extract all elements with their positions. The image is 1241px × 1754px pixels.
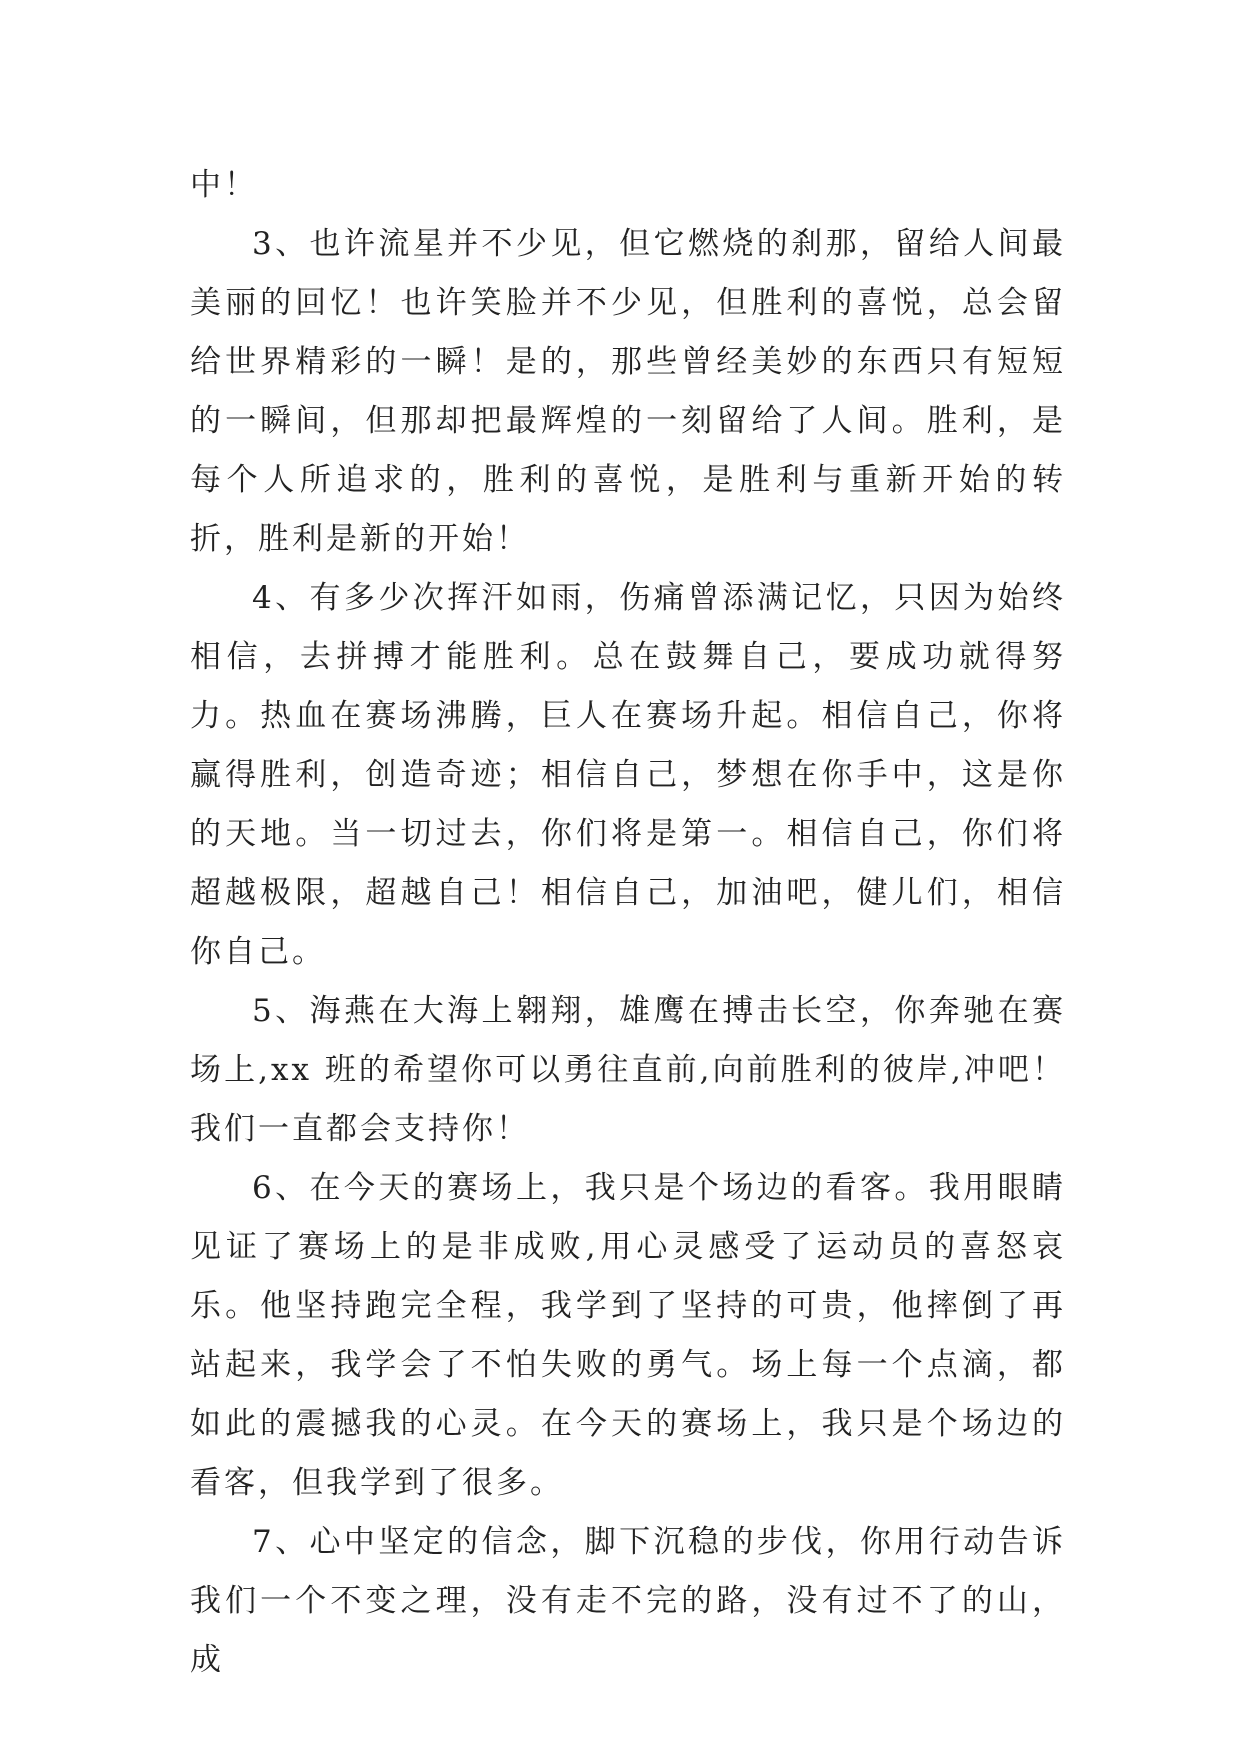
paragraph-item-4: 4、有多少次挥汗如雨，伤痛曾添满记忆，只因为始终相信，去拼搏才能胜利。总在鼓舞自己，要成功就得努力。热血在赛场沸腾，巨人在赛场升起。相信自己，你将赢得胜利，创造奇迹；相信自己，梦想在你手中，这是你的天地。当一切过去，你们将是第一。相信自己，你们将超越极限，超越自己！相信自己，加油吧，健儿们，相信你自己。 xyxy=(190,580,1066,970)
paragraph-item-5: 5、海燕在大海上翱翔，雄鹰在搏击长空，你奔驰在赛场上,xx 班的希望你可以勇往直前,向前胜利的彼岸,冲吧！我们一直都会支持你！ xyxy=(190,993,1066,1147)
paragraph-item-7: 7、心中坚定的信念，脚下沉稳的步伐，你用行动告诉我们一个不变之理，没有走不完的路，没有过不了的山，成 xyxy=(190,1524,1066,1678)
paragraph-item-3: 3、也许流星并不少见，但它燃烧的刹那，留给人间最美丽的回忆！也许笑脸并不少见，但胜利的喜悦，总会留给世界精彩的一瞬！是的，那些曾经美妙的东西只有短短的一瞬间，但那却把最辉煌的一刻留给了人间。胜利，是每个人所追求的，胜利的喜悦，是胜利与重新开始的转折，胜利是新的开始！ xyxy=(190,226,1066,557)
paragraph-continuation: 中！ xyxy=(190,167,258,203)
document-body xyxy=(190,156,1066,1690)
paragraph-item-6: 6、在今天的赛场上，我只是个场边的看客。我用眼睛见证了赛场上的是非成败,用心灵感受了运动员的喜怒哀乐。他坚持跑完全程，我学到了坚持的可贵，他摔倒了再站起来，我学会了不怕失败的勇气。场上每一个点滴，都如此的震撼我的心灵。在今天的赛场上，我只是个场边的看客，但我学到了很多。 xyxy=(190,1170,1066,1501)
